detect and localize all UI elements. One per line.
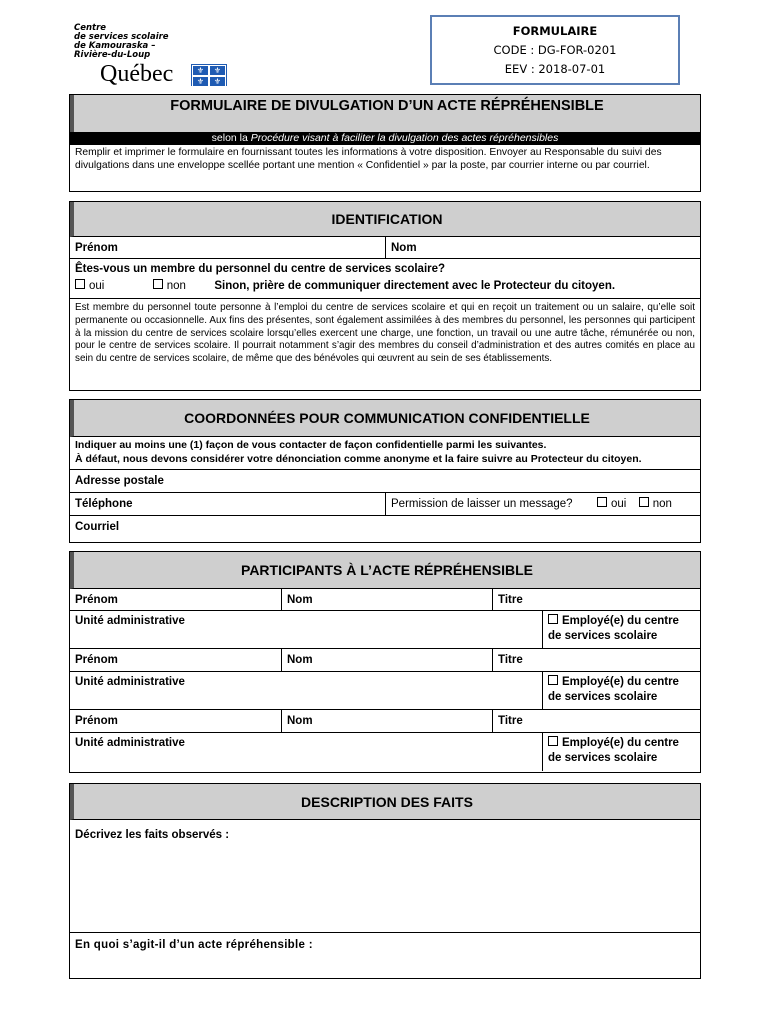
logo (74, 24, 234, 90)
participant-prenom[interactable]: Prénom (75, 594, 118, 606)
participant-unite[interactable]: Unité administrative (75, 737, 185, 749)
logo-line: de services scolaire (74, 32, 169, 42)
permission-oui-checkbox[interactable] (597, 497, 607, 507)
participant-2-unit (70, 672, 700, 710)
logo-text (74, 24, 234, 60)
instructions-text: Remplir et imprimer le formulaire en fournissant toutes les informations à votre disposition. Envoyer au Responsable du suivi des divulgations dans une enveloppe scellée portant une mention « Confidentiel » par la poste, par courrier interne ou par courriel. (75, 147, 662, 171)
employe-label: Employé(e) du centre de services scolaire (548, 737, 679, 764)
member-definition: Est membre du personnel toute personne à l’emploi du centre de services scolaire et qui en reçoit un traitement ou un salaire, qu’elle soit permanente ou occasionnelle. Aux fins des présentes, sont également assimilées à des membres du personnel, les personnes qui participent à la mission du centre de services scolaire lorsqu’elles exercent une charge, une fonction, un travail ou une autre tâche, rémunérée ou non, pour le centre de services scolaire. Il pourrait notamment s’agir des membres du conseil d’administration et des autres comités en place au sein du centre de services scolaire, de même que des bénévoles qui œuvrent au sein de ses établissements. (75, 302, 695, 365)
employe-checkbox[interactable] (548, 614, 558, 624)
subtitle-procedure: Procédure visant à faciliter la divulgation des actes répréhensibles (250, 132, 559, 144)
participant-titre[interactable]: Titre (492, 649, 700, 671)
participant-employe (542, 672, 700, 709)
telephone-field[interactable]: Téléphone (75, 498, 133, 510)
participant-titre[interactable]: Titre (492, 710, 700, 732)
faits-observes-field[interactable] (70, 820, 700, 933)
nom-field[interactable]: Nom (385, 237, 700, 258)
name-row (70, 237, 700, 259)
participant-nom[interactable]: Nom (281, 589, 492, 610)
permission-label: Permission de laisser un message? (391, 498, 573, 510)
permission-non-label: non (652, 498, 672, 510)
telephone-row (70, 493, 700, 516)
participant-employe (542, 733, 700, 771)
title-section (69, 94, 701, 192)
participant-1-names (70, 589, 700, 611)
oui-checkbox[interactable] (75, 279, 85, 289)
member-question: Êtes-vous un membre du personnel du centre de services scolaire? (75, 263, 446, 275)
participant-unite[interactable]: Unité administrative (75, 615, 185, 627)
description-header (70, 784, 700, 820)
logo-line: Rivière-du-Loup (74, 50, 151, 60)
permission-oui-label: oui (610, 498, 627, 510)
non-checkbox[interactable] (153, 279, 163, 289)
permission-non-checkbox[interactable] (639, 497, 649, 507)
coordonnees-instruction-1: Indiquer au moins une (1) façon de vous contacter de façon confidentielle parmi les suivantes. (75, 439, 547, 451)
form-label: FORMULAIRE (512, 24, 598, 38)
protecteur-notice: Sinon, prière de communiquer directement avec le Protecteur du citoyen. (214, 280, 616, 292)
oui-label: oui (89, 280, 105, 292)
participant-2-names (70, 649, 700, 672)
member-question-row (70, 259, 700, 299)
courriel-field[interactable]: Courriel (75, 521, 120, 533)
participant-prenom[interactable]: Prénom (75, 715, 118, 727)
adresse-row (70, 470, 700, 493)
coordonnees-section (69, 399, 701, 543)
participant-prenom[interactable]: Prénom (75, 654, 118, 666)
participant-nom[interactable]: Nom (281, 710, 492, 732)
page-title-text: FORMULAIRE DE DIVULGATION D’UN ACTE RÉPRÉHENSIBLE (170, 98, 604, 114)
participant-titre[interactable]: Titre (492, 589, 700, 610)
coordonnees-instructions (70, 437, 700, 470)
identification-header (70, 202, 700, 237)
participant-3-names (70, 710, 700, 733)
participant-unite[interactable]: Unité administrative (75, 676, 185, 688)
identification-section (69, 201, 701, 391)
form-code: CODE : DG-FOR-0201 (493, 43, 617, 57)
courriel-row (70, 516, 700, 539)
employe-checkbox[interactable] (548, 675, 558, 685)
permission-cell (385, 493, 700, 515)
employe-label: Employé(e) du centre de services scolaire (548, 676, 679, 703)
page-title (70, 95, 700, 133)
member-options (70, 278, 700, 297)
participant-nom[interactable]: Nom (281, 649, 492, 671)
participants-title: PARTICIPANTS À L’ACTE RÉPRÉHENSIBLE (241, 562, 533, 578)
employe-label: Employé(e) du centre de services scolaire (548, 615, 679, 642)
logo-line: Centre (74, 23, 107, 33)
quebec-wordmark: Québec (100, 61, 174, 87)
coordonnees-title: COORDONNÉES POUR COMMUNICATION CONFIDENTIELLE (184, 410, 590, 426)
acte-reprehensible-field[interactable] (70, 933, 700, 953)
participant-employe (542, 611, 700, 648)
description-title: DESCRIPTION DES FAITS (301, 794, 473, 810)
participant-1-unit (70, 611, 700, 649)
description-section (69, 783, 701, 979)
fleurdelise-icon: ⚜ ⚜ ⚜ ⚜ (191, 64, 227, 86)
coordonnees-header (70, 400, 700, 437)
adresse-field[interactable]: Adresse postale (75, 475, 164, 487)
employe-checkbox[interactable] (548, 736, 558, 746)
subtitle-bar (70, 132, 700, 145)
faits-observes-label: Décrivez les faits observés : (75, 829, 230, 841)
subtitle-prefix: selon la (211, 132, 251, 144)
form-code-box (430, 15, 680, 85)
non-label: non (166, 280, 186, 292)
form-eev: EEV : 2018-07-01 (504, 62, 606, 76)
acte-reprehensible-label: En quoi s’agit-il d’un acte répréhensible : (75, 939, 313, 951)
participants-section (69, 551, 701, 773)
identification-title: IDENTIFICATION (331, 211, 443, 227)
participant-3-unit (70, 733, 700, 771)
coordonnees-instruction-2: À défaut, nous devons considérer votre dénonciation comme anonyme et la faire suivre au Protecteur du citoyen. (75, 452, 642, 465)
logo-line: de Kamouraska – (74, 41, 156, 51)
prenom-field[interactable]: Prénom (75, 242, 118, 254)
participants-header (70, 552, 700, 589)
